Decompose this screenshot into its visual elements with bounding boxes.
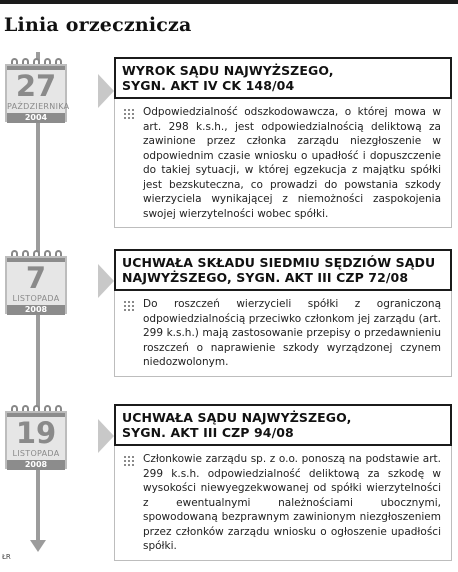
ruling-heading-line2: SYGN. AKT IV CK 148/04 — [122, 78, 295, 93]
calendar-month: PAŹDZIERNIKA — [7, 102, 70, 111]
connector-arrow-icon — [98, 74, 114, 108]
page-title: Linia orzecznicza — [4, 14, 192, 36]
top-rule — [0, 0, 458, 4]
ruling-text-body: Do roszczeń wierzycieli spółki z ograniczoną odpowiedzialnością przeciwko członkom jej zarządu (art. 299 k.s.h.) mają zastosowanie przepisy o przedawnieniu roszczeń o naprawienie szkody wyrządzonej czynem niedozwolonym. — [143, 298, 441, 368]
calendar-year: 2004 — [7, 113, 65, 123]
calendar-month: LISTOPADA — [12, 449, 60, 458]
ruling-text-body: Odpowiedzialność odszkodowawcza, o której mowa w art. 298 k.s.h., jest odpowiedzialnością deliktową za zawinione przez członka zarządu niezgłoszenie w odpowiednim czasie wniosku o upadłość i dopuszczenie do takiej sytuacji, w której egzekucja z majątku spółki jest bezskuteczna, co prowadzi do powstania szkody wierzyciela wynikającej z niemożności zaspokojenia swojej wierzytelności wobec spółki. — [143, 106, 441, 220]
bullet-grid-icon — [124, 109, 134, 119]
ruling-text — [114, 291, 452, 377]
bullet-grid-icon — [124, 456, 134, 466]
calendar-day: 27 — [15, 69, 57, 103]
ruling-heading — [114, 57, 452, 99]
connector-arrow-icon — [98, 264, 114, 298]
calendar-month: LISTOPADA — [12, 294, 60, 303]
ruling-text-body: Członkowie zarządu sp. z o.o. ponoszą na podstawie art. 299 k.s.h. odpowiedzialność deliktową za szkodę w wysokości niewyegzekwowanej od spółki wierzytelności z ewentualnymi należnościami ubocznymi, spowodowaną bezprawnym zawinionym niezgłoszeniem przez członków zarządu wniosku o ogłoszenie upadłości spółki. — [143, 453, 441, 552]
ruling-heading-line1: UCHWAŁA SKŁADU SIEDMIU SĘDZIÓW SĄDU — [122, 255, 436, 270]
ruling-card-2 — [114, 249, 452, 377]
calendar-day: 7 — [25, 261, 47, 295]
ruling-text — [114, 446, 452, 561]
calendar-day: 19 — [15, 416, 57, 450]
ruling-heading — [114, 249, 452, 291]
ruling-heading — [114, 404, 452, 446]
author-credit: ŁR — [2, 553, 11, 561]
ruling-heading-line1: UCHWAŁA SĄDU NAJWYŻSZEGO, — [122, 410, 352, 425]
ruling-card-1 — [114, 57, 452, 228]
ruling-card-3 — [114, 404, 452, 561]
calendar-year: 2008 — [7, 460, 65, 470]
ruling-heading-line2: NAJWYŻSZEGO, SYGN. AKT III CZP 72/08 — [122, 270, 409, 285]
bullet-grid-icon — [124, 301, 134, 311]
ruling-heading-line1: WYROK SĄDU NAJWYŻSZEGO, — [122, 63, 334, 78]
calendar-year: 2008 — [7, 305, 65, 315]
ruling-heading-line2: SYGN. AKT III CZP 94/08 — [122, 425, 294, 440]
timeline-arrow-icon — [30, 540, 46, 552]
ruling-text — [114, 99, 452, 228]
connector-arrow-icon — [98, 419, 114, 453]
